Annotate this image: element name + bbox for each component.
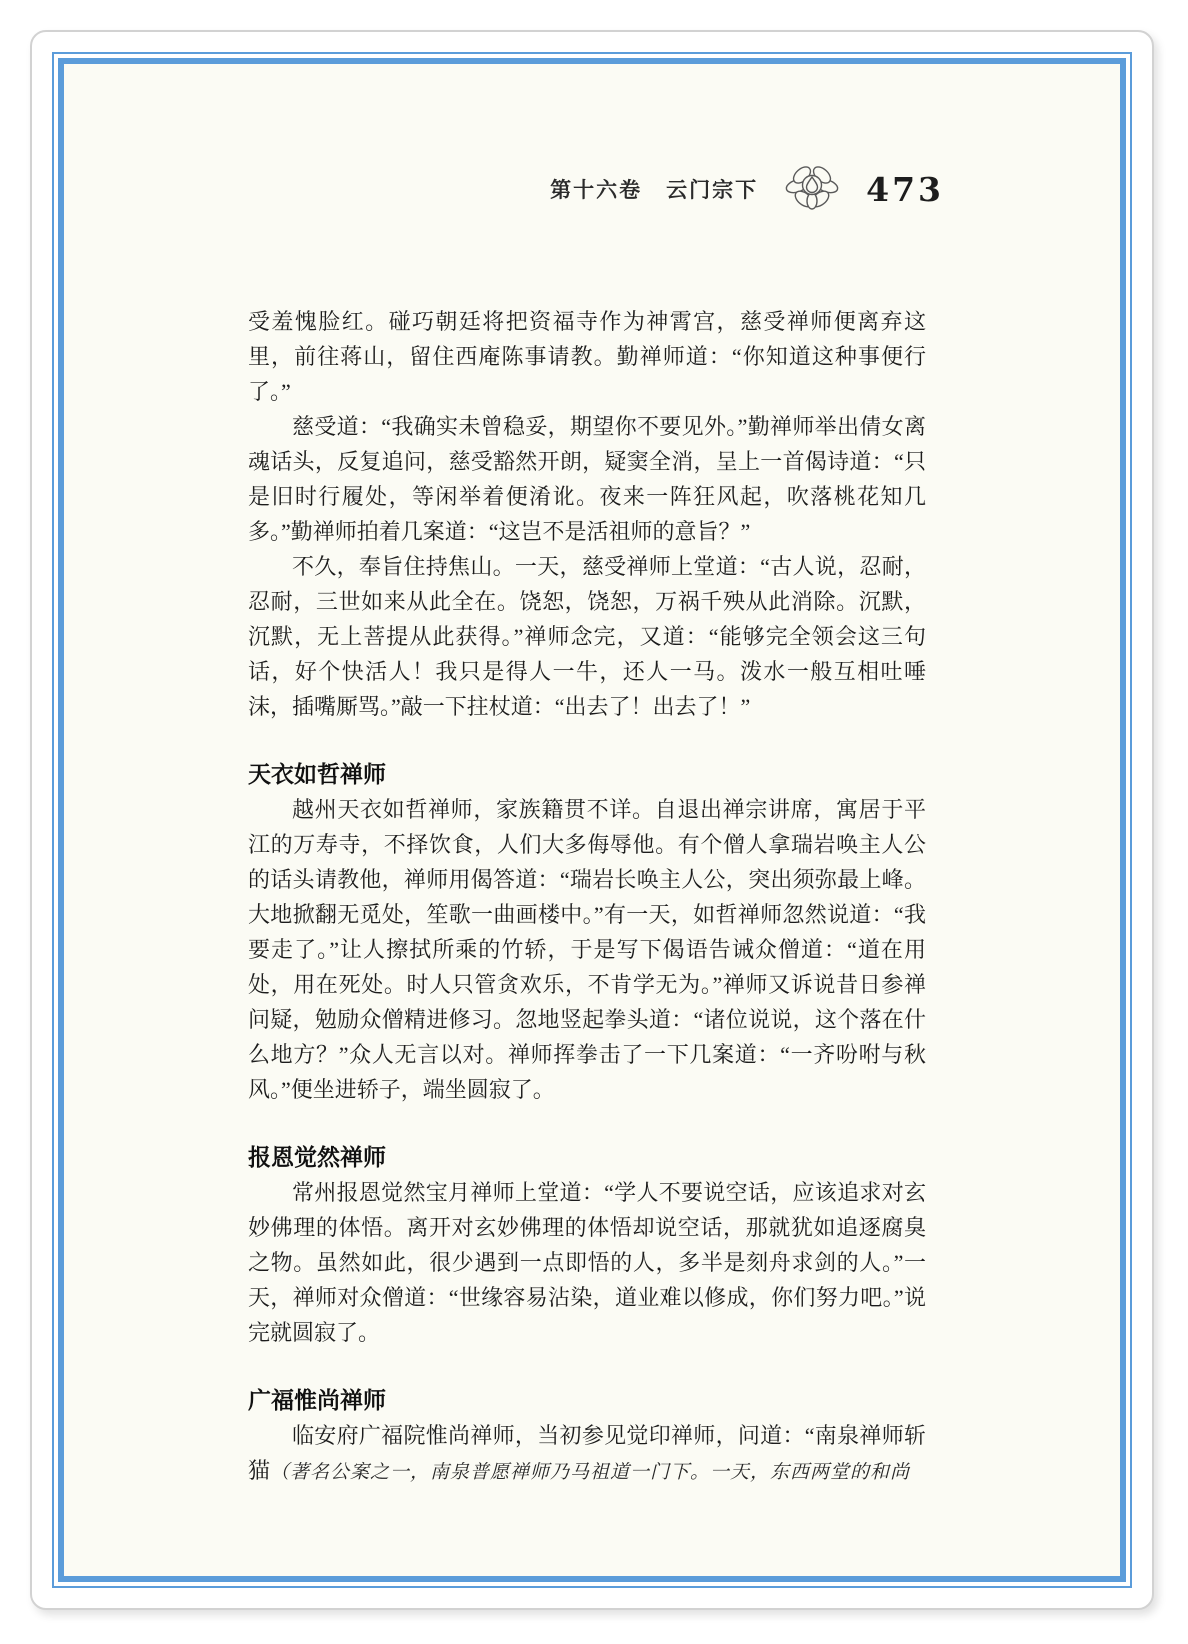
section-heading-tianyi-ruzhe: 天衣如哲禅师: [248, 761, 386, 787]
outer-blue-frame: [52, 52, 1132, 1588]
body-text: [248, 304, 926, 1490]
page-number: 473: [866, 169, 944, 209]
lotus-flower-icon: [784, 166, 840, 212]
paragraph: 慈受道：“我确实未曾稳妥，期望你不要见外。”勤禅师举出倩女离魂话头，反复追问，慈受豁然开朗，疑窦全消，呈上一首偈诗道：“只是旧时行履处，等闲举着便淆讹。夜来一阵狂风起，吹落桃花知几多。”勤禅师拍着几案道：“这岂不是活祖师的意旨？”: [248, 414, 926, 544]
paragraph: 受羞愧脸红。碰巧朝廷将把资福寺作为神霄宫，慈受禅师便离弃这里，前往蒋山，留住西庵陈事请教。勤禅师道：“你知道这种事便行了。”: [248, 309, 926, 404]
paragraph: 越州天衣如哲禅师，家族籍贯不详。自退出禅宗讲席，寓居于平江的万寿寺，不择饮食，人们大多侮辱他。有个僧人拿瑞岩唤主人公的话头请教他，禅师用偈答道：“瑞岩长唤主人公，突出须弥最上峰。大地掀翻无觅处，笙歌一曲画楼中。”有一天，如哲禅师忽然说道：“我要走了。”让人擦拭所乘的竹轿，于是写下偈语告诫众僧道：“道在用处，用在死处。时人只管贪欢乐，不肯学无为。”禅师又诉说昔日参禅问疑，勉励众僧精进修习。忽地竖起拳头道：“诸位说说，这个落在什么地方？”众人无言以对。禅师挥拳击了一下几案道：“一齐吩咐与秋风。”便坐进轿子，端坐圆寂了。: [248, 797, 926, 1102]
page-content: [64, 64, 1120, 1576]
page-header: [64, 166, 944, 212]
section-heading-guangfu-weishang: 广福惟尚禅师: [248, 1387, 386, 1413]
paragraph-lead: 临安府广福院惟尚禅师，当初参见觉印禅师，问道：“南泉禅师斩猫: [248, 1423, 926, 1483]
paragraph: 常州报恩觉然宝月禅师上堂道：“学人不要说空话，应该追求对玄妙佛理的体悟。离开对玄妙佛理的体悟却说空话，那就犹如追逐腐臭之物。虽然如此，很少遇到一点即悟的人，多半是刻舟求剑的人。”一天，禅师对众僧道：“世缘容易沾染，道业难以修成，你们努力吧。”说完就圆寂了。: [248, 1180, 926, 1345]
chapter-label: 第十六卷: [550, 179, 643, 202]
section-heading-baoen-jueran: 报恩觉然禅师: [248, 1144, 386, 1170]
paragraph-with-annotation: [248, 1418, 926, 1490]
section-label: 云门宗下: [666, 179, 759, 202]
inner-blue-frame: [58, 58, 1126, 1582]
paragraph: 不久，奉旨住持焦山。一天，慈受禅师上堂道：“古人说，忍耐，忍耐，三世如来从此全在。饶恕，饶恕，万祸千殃从此消除。沉默，沉默，无上菩提从此获得。”禅师念完，又道：“能够完全领会这三句话，好个快活人！我只是得人一牛，还人一马。泼水一般互相吐唾沫，插嘴厮骂。”敲一下拄杖道：“出去了！出去了！”: [248, 554, 926, 719]
inline-annotation: （著名公案之一，南泉普愿禅师乃马祖道一门下。一天，东西两堂的和尚: [270, 1462, 911, 1483]
book-page-card: [30, 30, 1154, 1610]
